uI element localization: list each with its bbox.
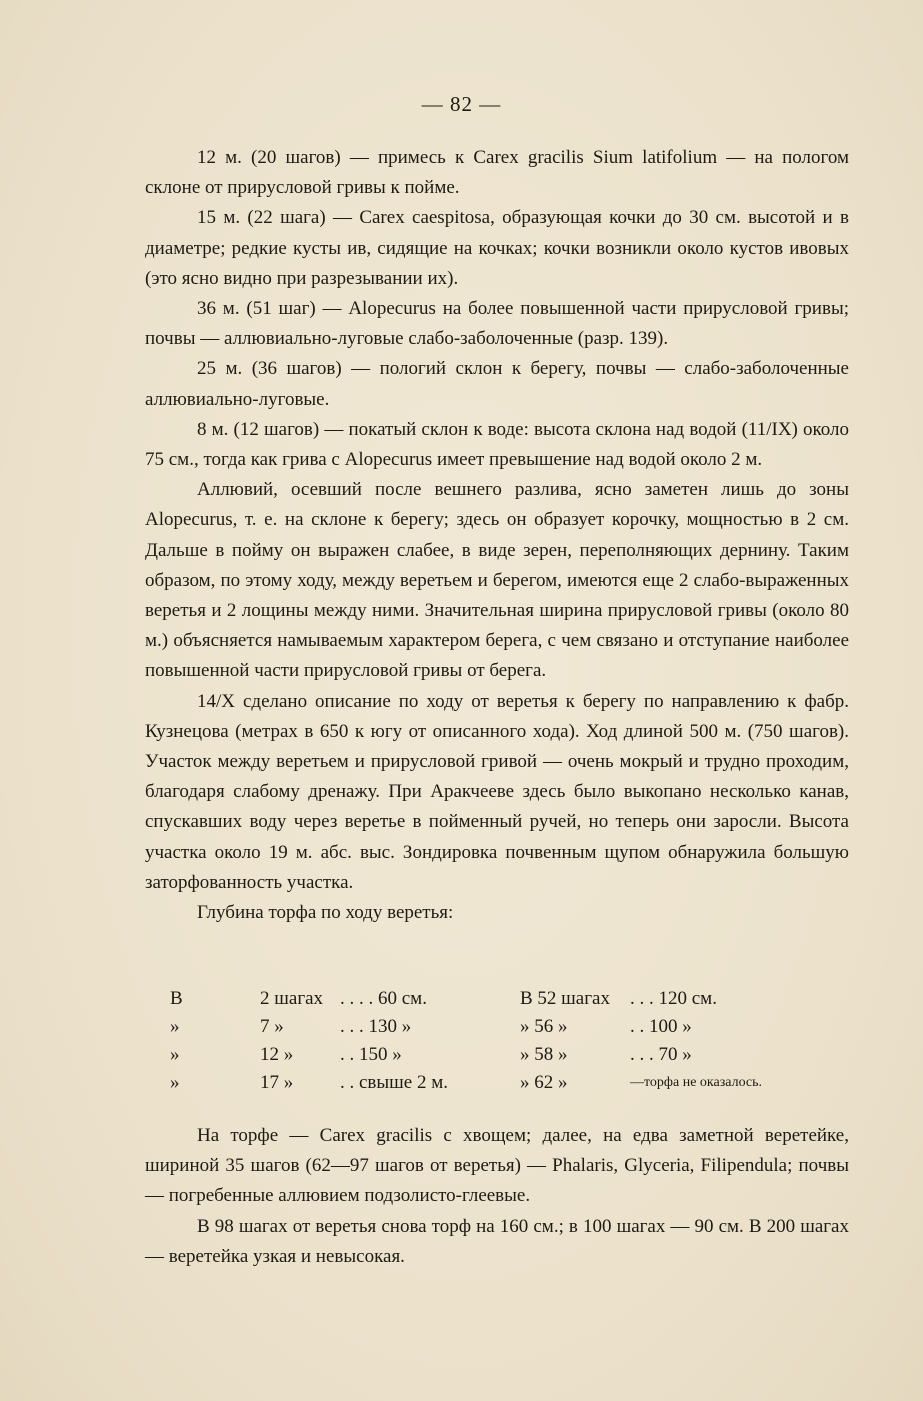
table-cell: В — [170, 988, 183, 1009]
table-cell: 17 » — [260, 1072, 294, 1093]
paragraph: В 98 шагах от веретья снова торф на 160 см.; в 100 шагах — 90 см. В 200 шагах — веретейка узкая и невысокая. — [145, 1215, 849, 1267]
table-cell: 12 » — [260, 1044, 294, 1065]
table-cell: » 58 » — [520, 1044, 568, 1065]
page-number: — 82 — — [421, 92, 502, 116]
paragraph: 15 м. (22 шага) — Carex caespitosa, образующая кочки до 30 см. высотой и в диаметре; редкие кусты ив, сидящие на кочках; кочки возникли около кустов ивовых (это ясно видно при разрезывании их). — [145, 207, 849, 289]
table-cell: . . . 70 » — [630, 1044, 692, 1065]
table-cell: » — [170, 1072, 180, 1093]
table-cell: » 62 » — [520, 1072, 568, 1093]
paragraph: 14/X сделано описание по ходу от веретья к берегу по направлению к фабр. Кузнецова (метрах в 650 к югу от описанного хода). Ход длиной 500 м. (750 шагов). Участок между веретьем и прирусловой гривой — очень мокрый и трудно проходим, благодаря слабому дренажу. При Аракчееве здесь было выкопано несколько канав, спускавших воду через веретье в пойменный ручей, но теперь они заросли. Высота участка около 19 м. абс. выс. Зондировка почвенным щупом обнаружила большую заторфованность участка. — [145, 690, 849, 893]
table-cell: —торфа не оказалось. — [630, 1075, 763, 1090]
paragraph: На торфе — Carex gracilis с хвощем; далее, на едва заметной веретейке, шириной 35 шагов (62—97 шагов от веретья) — Phalaris, Glyceria, Filipendula; почвы — погребенные аллювием подзолисто-глеевые. — [145, 1125, 849, 1207]
table-cell: 7 » — [260, 1016, 284, 1037]
paragraph: Глубина торфа по ходу веретья: — [197, 902, 454, 924]
paragraph: 12 м. (20 шагов) — примесь к Carex gracilis Sium latifolium — на пологом склоне от прирусловой гривы к пойме. — [145, 147, 849, 199]
table-cell: В 52 шагах — [520, 988, 610, 1009]
table-cell: 2 шагах — [260, 988, 324, 1009]
paragraph: 36 м. (51 шаг) — Alopecurus на более повышенной части прирусловой гривы; почвы — аллювиально-луговые слабо-заболоченные (разр. 139). — [145, 298, 849, 350]
paragraph: Аллювий, осевший после вешнего разлива, ясно заметен лишь до зоны Alopecurus, т. е. на склоне к берегу; здесь он образует корочку, мощностью в 2 см. Дальше в пойму он выражен слабее, в виде зерен, переполняющих дернину. Таким образом, по этому ходу, между веретьем и берегом, имеются еще 2 слабо-выраженных веретья и 2 лощины между ними. Значительная ширина прирусловой гривы (около 80 м.) объясняется намываемым характером берега, с чем связано и отступание наиболее повышенной части прирусловой гривы от берега. — [145, 479, 849, 682]
table-cell: » — [170, 1016, 180, 1037]
table-cell: . . . 130 » — [340, 1016, 412, 1037]
paragraph: 25 м. (36 шагов) — пологий склон к берегу, почвы — слабо-заболоченные аллювиально-луговые. — [145, 358, 849, 410]
table-cell: . . свыше 2 м. — [340, 1072, 449, 1093]
table-row — [170, 985, 830, 1013]
table-cell: . . . 120 см. — [630, 988, 717, 1009]
table-row — [170, 1069, 830, 1097]
table-cell: . . . . 60 см. — [340, 988, 427, 1009]
table-cell: » — [170, 1044, 180, 1065]
table-cell: » 56 » — [520, 1016, 568, 1037]
table-row — [170, 1041, 830, 1069]
table-cell: . . 100 » — [630, 1016, 692, 1037]
peat-depth-table — [170, 985, 830, 1097]
table-row — [170, 1013, 830, 1041]
body-text — [145, 143, 849, 928]
body-text-continued — [145, 1121, 849, 1272]
table-cell: . . 150 » — [340, 1044, 402, 1065]
paragraph: 8 м. (12 шагов) — покатый склон к воде: высота склона над водой (11/IX) около 75 см., тогда как грива с Alopecurus имеет превышение над водой около 2 м. — [145, 418, 849, 471]
